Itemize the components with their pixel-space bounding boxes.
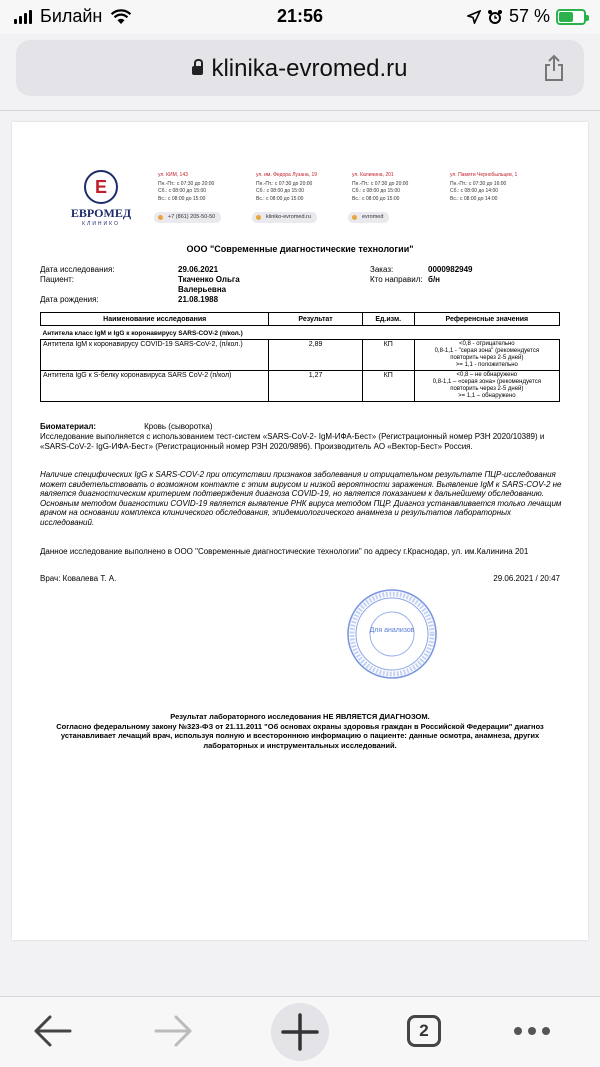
row-reference: <0,8 – не обнаружено 0,8-1,1 – «серая зона» (рекомендуется повторить через 2-5 дней) >= 1,1 – обнаружено <box>414 371 559 402</box>
dob-value: 21.08.1988 <box>178 295 219 304</box>
row-result: 2,89 <box>269 340 362 371</box>
order-label: Заказ: <box>370 265 394 274</box>
col-unit: Ед.изм. <box>362 313 414 326</box>
row-reference: <0,8 - отрицательно 0,8-1,1 - "серая зона" (рекомендуется повторить через 2-5 дней) >= 1,1 - положительно <box>414 340 559 371</box>
order-value: 0000982949 <box>428 265 473 274</box>
status-right <box>467 6 586 27</box>
status-bar <box>0 0 600 34</box>
clock: 21:56 <box>276 6 324 26</box>
signed-datetime: 29.06.2021 / 20:47 <box>493 574 560 583</box>
branch-3: ул. Памяти Чернобыльцев, 1 Пн.-Пт.: с 07:30 до 16:00 Сб.: с 08:00 до 14:00 Вс.: с 08:00 до 14:00 <box>450 172 518 202</box>
referrer-label: Кто направил: <box>370 275 423 284</box>
new-tab-icon <box>271 1003 329 1061</box>
bio-label: Биоматериал: <box>40 422 97 431</box>
dob-label: Дата рождения: <box>40 295 99 304</box>
back-icon[interactable] <box>30 1011 74 1051</box>
share-icon[interactable] <box>542 54 566 82</box>
tabs-icon[interactable]: 2 <box>407 1015 441 1047</box>
logo-name: ЕВРОМЕД <box>70 206 132 220</box>
table-row <box>41 371 560 402</box>
branch-1: ул. им. Федора Лузана, 19 Пн.-Пт.: с 07:30 до 20:00 Сб.: с 08:00 до 15:00 Вс.: с 08:00 до 15:00 <box>256 172 318 202</box>
row-unit: КП <box>362 371 414 402</box>
table-row <box>41 340 560 371</box>
notice-line-1: Результат лабораторного исследования НЕ ЯВЛЯЕТСЯ ДИАГНОЗОМ. <box>170 712 430 721</box>
patient-name-1: Ткаченко Ольга <box>178 275 240 284</box>
alarm-icon <box>487 9 503 25</box>
lock-icon <box>192 66 203 75</box>
row-unit: КП <box>362 340 414 371</box>
patient-name-2: Валерьевна <box>178 285 227 294</box>
row-name: Антитела IgM к коронавирусу COVID-19 SARS-CoV-2, (п/кол.) <box>41 340 269 371</box>
organization-title: ООО "Современные диагностические технологии" <box>186 244 414 254</box>
address-bar[interactable] <box>16 40 584 96</box>
row-result: 1,27 <box>269 371 362 402</box>
legal-notice <box>42 712 558 750</box>
date-label: Дата исследования: <box>40 265 115 274</box>
logo-sub: КЛИНИКО <box>82 221 120 227</box>
new-tab-button[interactable] <box>271 1003 329 1061</box>
col-result: Результат <box>269 313 362 326</box>
bio-value: Кровь (сыворотка) <box>144 422 213 431</box>
pdf-document[interactable] <box>12 122 588 940</box>
notice-line-2: Согласно федеральному закону №323-ФЗ от 21.11.2011 "Об основах охраны здоровья граждан в Российской Федерации" диагноз устанавливает лечащий врач, используя полную и всестороннюю информацию о пациенте: данные осмотра, анамнеза, других лабораторных и инструментальных исследований. <box>56 721 544 750</box>
referrer-value: б/н <box>428 275 440 284</box>
url-text: klinika-evromed.ru <box>211 55 408 82</box>
site-pill: kliniko-evromed.ru <box>252 212 317 223</box>
col-name: Наименование исследования <box>41 313 269 326</box>
url-display[interactable] <box>16 55 584 83</box>
carrier-label: Билайн <box>40 6 103 26</box>
social-pill: evromed <box>348 212 389 223</box>
phone-pill: +7 (861) 205-50-50 <box>154 212 221 223</box>
doctor-name: Врач: Ковалева Т. А. <box>40 574 117 583</box>
toolbar-divider <box>0 110 600 111</box>
stamp-icon <box>346 588 438 680</box>
lab-address-text: Данное исследование выполнено в ООО "Современные диагностические технологии" по адресу г.Краснодар, ул. им.Калинина 201 <box>40 547 529 556</box>
battery-percent: 57 % <box>508 6 550 26</box>
stamp-text: Для анализов <box>369 627 415 634</box>
row-name: Антитела IgG к S-белку коронавируса SARS CoV-2 (п/кол) <box>41 371 269 402</box>
group-title: Антитела класс IgM и IgG к коронавирусу SARS-COV-2 (п/кол.) <box>42 330 243 337</box>
date-value: 29.06.2021 <box>178 265 219 274</box>
clinic-logo <box>66 170 136 227</box>
method-text: Исследование выполняется с использованием тест-систем «SARS-CoV-2- IgM-ИФА-Бест» (Регистрационный номер РЗН 2020/10389) и «SARS-CoV-2- IgG-ИФА-Бест» (Регистрационный номер РЗН 2020/9896). Производитель АО «Вектор-Бест» Россия. <box>40 432 545 451</box>
browser-toolbar <box>0 996 600 1067</box>
battery-icon <box>556 9 586 25</box>
branch-0: ул. КИМ, 143 Пн.-Пт.: с 07:30 до 20:00 Сб.: с 08:00 до 15:00 Вс.: с 08:00 до 15:00 <box>158 172 215 202</box>
group-row <box>41 326 560 340</box>
more-icon[interactable] <box>514 1027 550 1035</box>
forward-icon[interactable] <box>152 1011 196 1051</box>
patient-label: Пациент: <box>40 275 75 284</box>
biomaterial-block <box>40 422 564 452</box>
branch-2: ул. Калинина, 201 Пн.-Пт.: с 07:30 до 20:00 Сб.: с 08:00 до 15:00 Вс.: с 08:00 до 15:00 <box>352 172 409 202</box>
results-table <box>40 312 560 402</box>
table-header-row <box>41 313 560 326</box>
col-ref: Референсные значения <box>414 313 559 326</box>
location-icon <box>467 10 481 24</box>
interpretation-text: Наличие специфических IgG к SARS-COV-2 при отсутствии признаков заболевания и отрицательном результате ПЦР-исследования может свидетельствовать о возможном контакте с этим вирусом и низкой вероятности заражения. Выявление IgM к SARS-COV-2 не является диагностическим критерием подтверждения диагноза COVID-19, но является показанием к дальнейшему обследованию. Основным методом диагностики COVID-19 является выявление РНК вируса методом ПЦР. Диагноз устанавливается только лечащим врачом на основании комплекса клинического обследования, эпидемиологического анамнеза и результатов лабораторных исследований. <box>40 470 562 527</box>
logo-emblem: E <box>84 170 118 204</box>
